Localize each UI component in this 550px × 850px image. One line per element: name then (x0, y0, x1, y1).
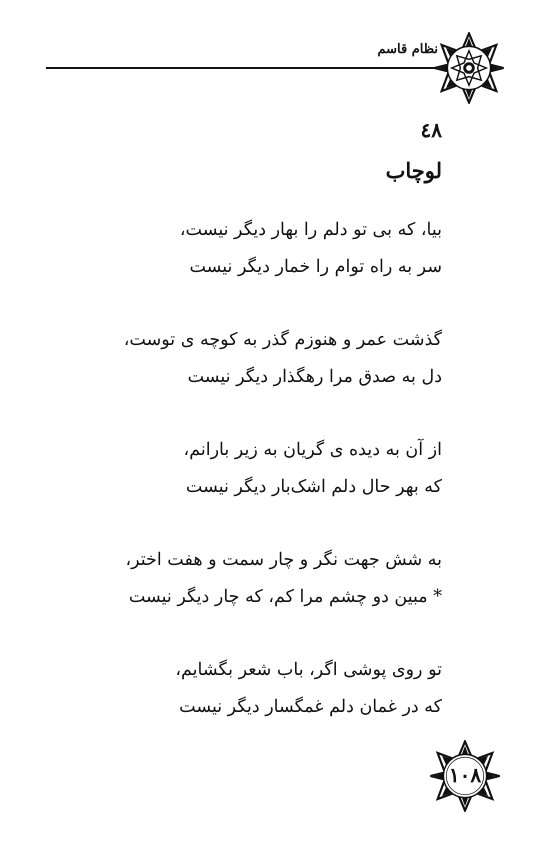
poem-line: گذشت عمر و هنوزم گذر به کوچه ی توست، (123, 330, 442, 350)
poem-line: سر به راه توام را خمار دیگر نیست (189, 257, 442, 277)
poem-title: لوچاب (385, 158, 442, 183)
page-number: ١٠٨ (448, 763, 482, 787)
poem-line: بیا، که بی تو دلم را بهار دیگر نیست، (179, 220, 442, 240)
poem-line: از آن به دیده ی گریان به زیر بارانم، (183, 440, 442, 460)
header-rule (46, 67, 438, 69)
rosette-ornament-icon (433, 32, 505, 104)
poem-line: دل به صدق مرا رهگذار دیگر نیست (187, 367, 442, 387)
poem-line: که در غمان دلم غمگسار دیگر نیست (179, 697, 442, 717)
running-title: نظام قاسم (377, 42, 438, 57)
poem-line: که بهر حال دلم اشک‌بار دیگر نیست (185, 477, 442, 497)
poem-line: به شش جهت نگر و چار سمت و هفت اختر، (125, 550, 442, 570)
poem-line: * مبین دو چشم مرا کم، که چار دیگر نیست (128, 587, 442, 607)
poem-number: ٤٨ (420, 118, 442, 142)
poem-line: تو روی پوشی اگر، باب شعر بگشایم، (175, 660, 442, 680)
